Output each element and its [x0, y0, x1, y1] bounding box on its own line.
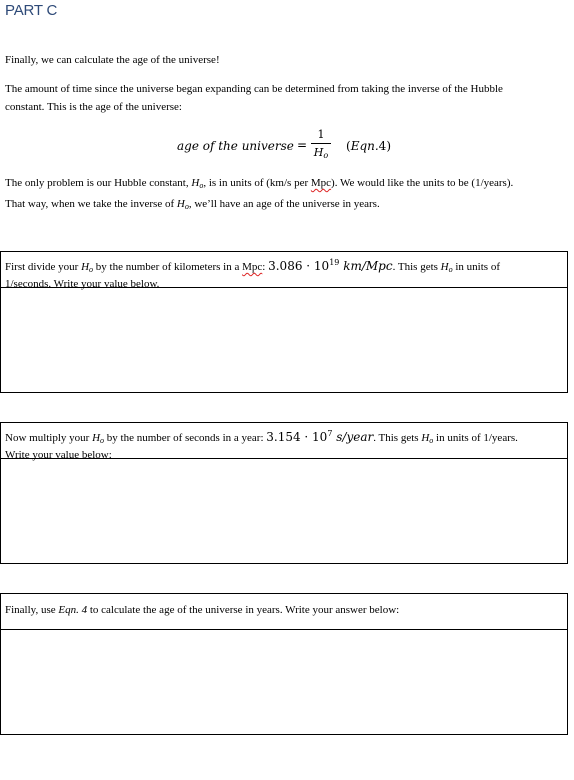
equation-age-of-universe	[0, 125, 574, 167]
instruction-multiply: Now multiply your $H_o$ by the number of seconds in a year: $3.154 \cdot 10^7$ s/year. This gets $H_o$ in units of 1/years. Write your value below:	[1, 423, 567, 459]
page-heading: PART C	[5, 2, 58, 19]
equation-label: (Eqn.4)	[346, 139, 391, 153]
instruction-age: Finally, use Eqn. 4 to calculate the age of the universe in years. Write your answer below:	[1, 594, 567, 630]
fraction-numerator: 1	[317, 128, 325, 141]
equation-lhs: age of the universe	[177, 139, 294, 153]
intro-text: Finally, we can calculate the age of the universe!	[5, 54, 220, 66]
answer-box-age	[0, 593, 568, 735]
paragraph-line: constant. This is the age of the universe:	[5, 101, 182, 113]
paragraph-line: The amount of time since the universe began expanding can be determined from taking the inverse of the Hubble	[5, 83, 503, 95]
answer-box-divide	[0, 251, 568, 393]
equation-fraction	[311, 127, 331, 163]
answer-area-multiply[interactable]	[1, 459, 567, 563]
km-per-mpc-value: $3.086 \cdot 10^{19}$ km/Mpc	[268, 258, 393, 273]
fraction-bar	[311, 143, 331, 144]
instruction-divide: First divide your $H_o$ by the number of kilometers in a Mpc: $3.086 \cdot 10^{19}$ km/Mpc. This gets $H_o$ in units of 1/seconds. Write your value below.	[1, 252, 567, 288]
answer-area-age[interactable]	[1, 630, 567, 734]
seconds-per-year-value: $3.154 \cdot 10^7$ s/year	[266, 429, 374, 444]
spellcheck-word: Mpc	[242, 261, 263, 273]
answer-area-divide[interactable]	[1, 288, 567, 392]
paragraph-hubble-inverse	[5, 80, 567, 116]
fraction-denominator: $H_o$	[313, 146, 329, 160]
equation-equals: =	[297, 138, 308, 152]
answer-box-multiply	[0, 422, 568, 564]
paragraph-units-problem: The only problem is our Hubble constant, $H_o$, is in units of (km/s per Mpc). We would like the units to be (1/years). That way, when we take the inverse of $H_o$, we’ll have an age of the universe in years.	[5, 177, 514, 211]
spellcheck-word: Mpc	[310, 177, 332, 189]
